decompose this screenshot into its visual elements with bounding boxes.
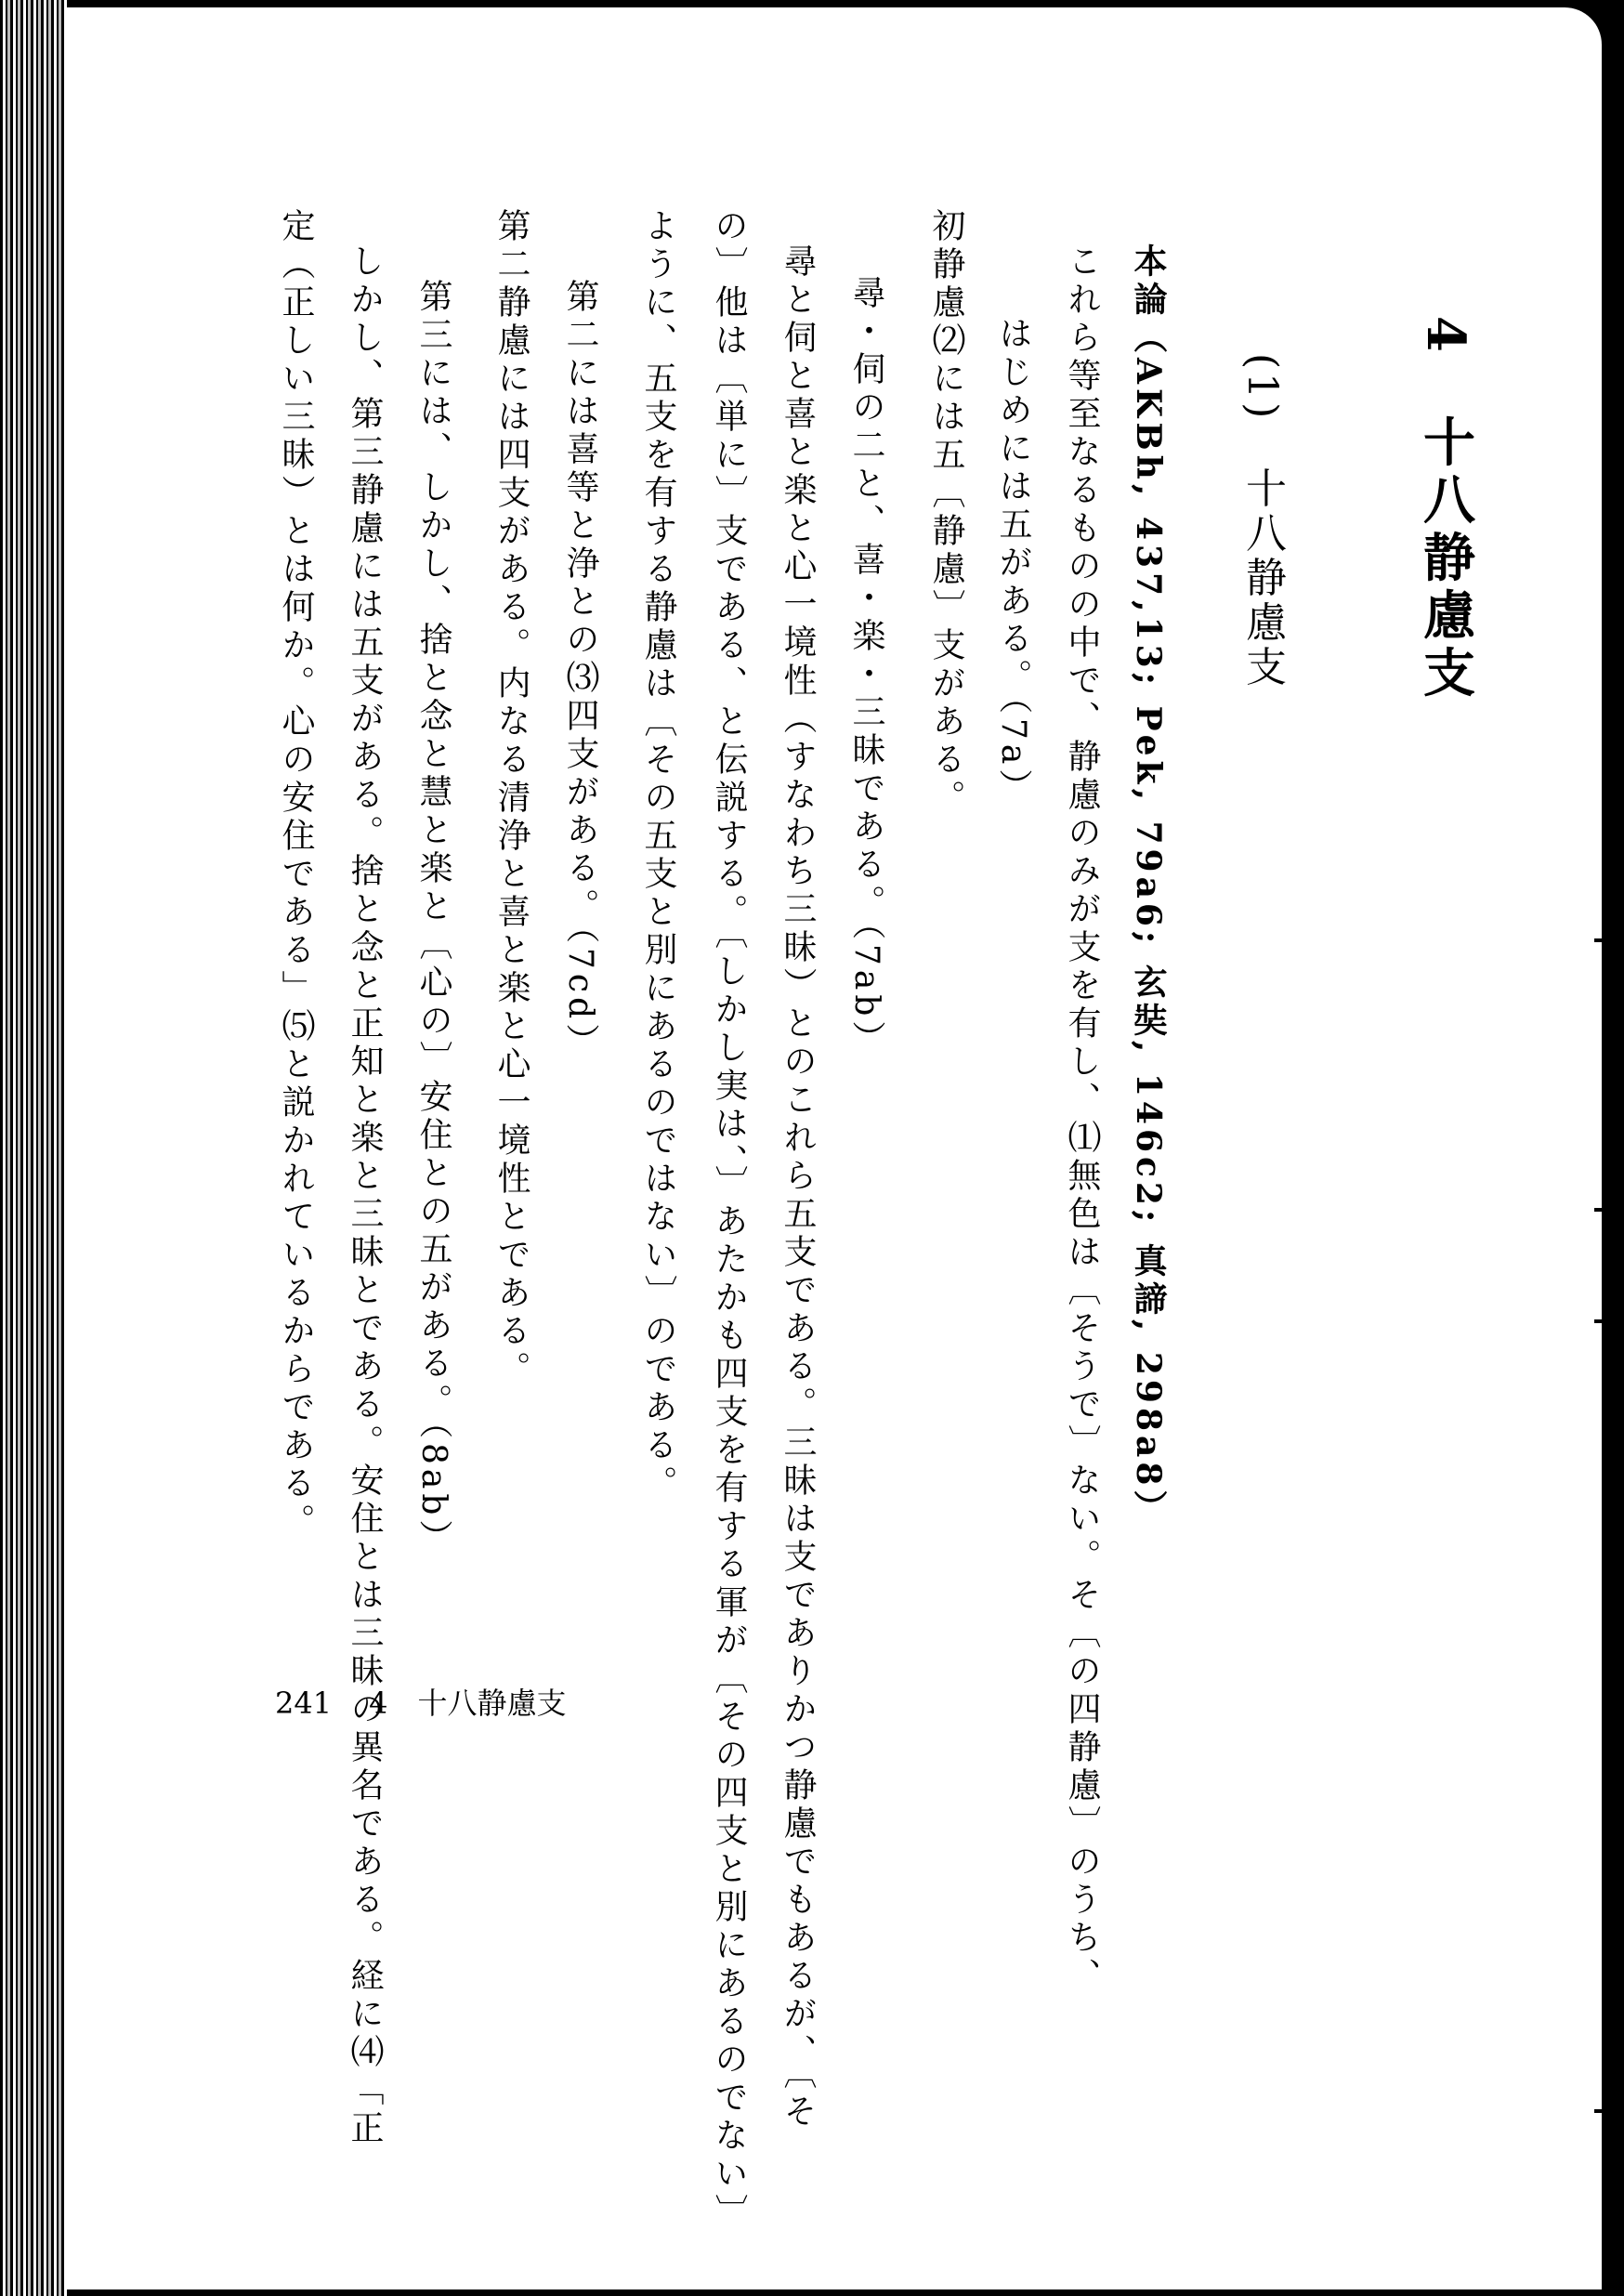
body-line: 定（正しい三昧）とは何か。心の安住である」⑸と説かれているからである。 (277, 208, 315, 1542)
page-footer (275, 1680, 603, 1723)
section-title: 十八静慮支 (1238, 466, 1286, 690)
body-line: はじめには五がある。（7a） (994, 316, 1032, 807)
running-head: 4 十八静慮支 (369, 1686, 567, 1721)
body-line: 尋・伺の二と、喜・楽・三昧である。（7ab） (847, 275, 885, 1059)
chapter-title: 十八静慮支 (1415, 414, 1476, 703)
body-line: 第二には喜等と浄との⑶四支がある。（7cd） (561, 279, 599, 1062)
body-line: しかし、第三静慮には五支がある。捨と念と正知と楽と三昧とである。安住とは三昧の異名である。経に⑷「正 (346, 243, 384, 2148)
body-line: 尋と伺と喜と楽と心一境性（すなわち三昧）とのこれら五支である。三昧は支でありかつ静慮でもあるが、〔そ (779, 243, 817, 2132)
section-heading (1232, 353, 1291, 689)
chapter-number: 4 (1415, 316, 1476, 358)
body-line: ように、五支を有する静慮は〔その五支と別にあるのではない〕のである。 (639, 208, 677, 1503)
body-line: 第二静慮には四支がある。内なる清浄と喜と楽と心一境性とである。 (492, 208, 530, 1389)
body-line: これら等至なるものの中で、静慮のみが支を有し、⑴無色は〔そうで〕ない。そ〔の四静慮〕のうち、 (1063, 243, 1101, 1996)
body-line: 初静慮⑵には五〔静慮〕支がある。 (927, 208, 965, 818)
edge-mark (1594, 938, 1617, 942)
body-line: 本論（AKBh, 437,13; Pek, 79a6; 玄奘, 146c2; 真諦, 298a8） (1129, 243, 1168, 1528)
edge-mark (1594, 1208, 1617, 1212)
chapter-heading (1408, 316, 1483, 703)
edge-mark (1594, 1319, 1617, 1323)
edge-mark (1594, 2109, 1617, 2113)
page-number: 241 (275, 1686, 333, 1721)
section-number: (1) (1238, 353, 1286, 423)
body-line: の〕他は〔単に〕支である、と伝説する。〔しかし実は、〕あたかも四支を有する軍が〔その四支と別にあるのでない〕 (710, 208, 748, 2232)
book-binding-edge (0, 0, 67, 2296)
body-line: 第三には、しかし、捨と念と慧と楽と〔心の〕安住との五がある。（8ab） (414, 279, 452, 1558)
